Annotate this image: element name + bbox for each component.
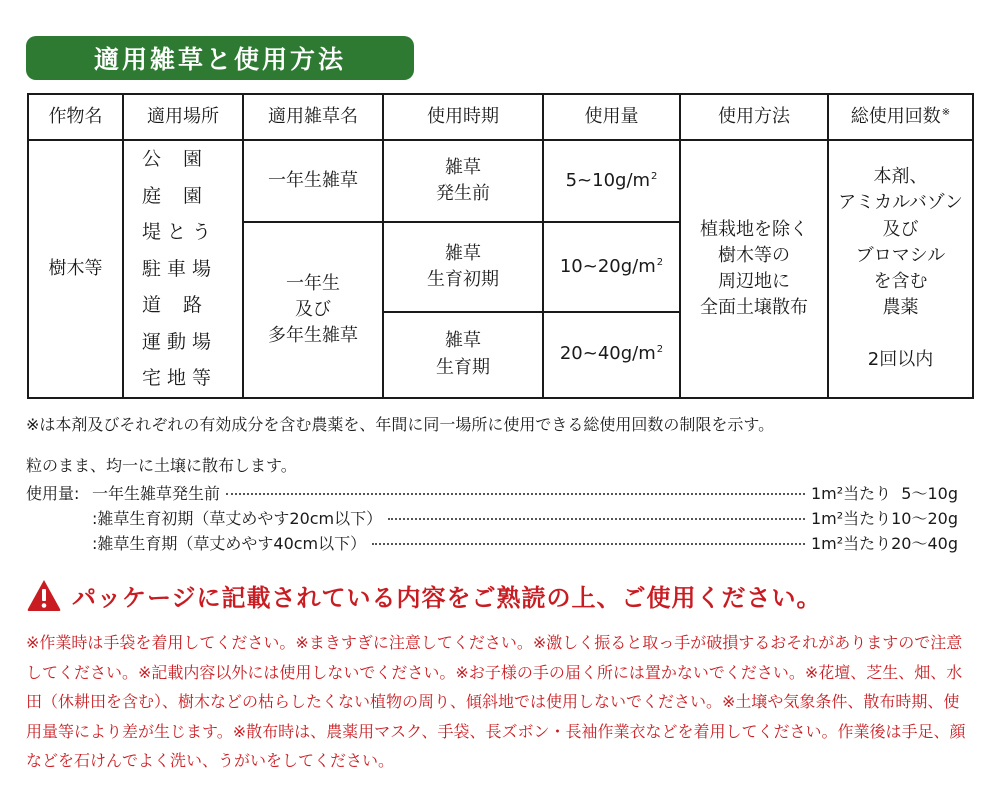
place-item: 堤とう <box>141 221 217 243</box>
leader-dots <box>372 543 805 545</box>
method-cell: 植栽地を除く 樹木等の 周辺地に 全面土壌散布 <box>680 140 828 398</box>
weed-cell: 一年生雑草 <box>243 140 383 222</box>
amount-value: 20~40g/m <box>559 343 656 365</box>
warning-banner <box>26 576 966 614</box>
directions-amount: 1m²当たり20～40g <box>810 534 958 553</box>
col-header-total-uses <box>828 94 973 140</box>
directions-row <box>26 481 958 505</box>
place-item: 宅地等 <box>141 367 217 389</box>
table-row <box>28 140 973 222</box>
warning-triangle-icon <box>26 578 62 612</box>
leader-dots <box>388 518 805 520</box>
col-header-timing: 使用時期 <box>383 94 543 140</box>
amount-unit-sup: 2 <box>656 256 664 268</box>
place-item: 道路 <box>141 294 224 316</box>
table-footnote: ※は本剤及びそれぞれの有効成分を含む農薬を、年間に同一場所に使用できる総使用回数の制限を示す。 <box>26 415 775 434</box>
col-header-crop: 作物名 <box>28 94 123 140</box>
place-list <box>142 141 224 397</box>
section-title: 適用雑草と使用方法 <box>93 45 346 74</box>
usage-table <box>27 93 974 399</box>
col-header-place: 適用場所 <box>123 94 243 140</box>
timing-cell: 雑草 生育期 <box>383 312 543 398</box>
leader-dots <box>226 493 805 495</box>
amount-cell <box>543 312 680 398</box>
place-item: 公園 <box>141 148 224 170</box>
total-uses-cell: 本剤、 アミカルバゾン 及び ブロマシル を含む 農薬 2回以内 <box>828 140 973 398</box>
directions-row <box>26 506 958 530</box>
amount-cell <box>543 140 680 222</box>
directions-amount: 1m²当たり10～20g <box>810 509 958 528</box>
col-header-amount: 使用量 <box>543 94 680 140</box>
directions-label: 使用量: <box>26 484 80 503</box>
directions-intro: 粒のまま、均一に土壌に散布します。 <box>26 456 297 475</box>
table-header-row <box>28 94 973 140</box>
timing-cell: 雑草 生育初期 <box>383 222 543 312</box>
amount-value: 10~20g/m <box>559 255 656 277</box>
directions-condition: 一年生雑草発生前 <box>92 484 221 503</box>
caution-text: ※作業時は手袋を着用してください。※まきすぎに注意してください。※激しく振ると取っ手が破損するおそれがありますので注意してください。※記載内容以外には使用しないでください。※お子様の手の届く所には置かないでください。※花壇、芝生、畑、水田（休耕田を含む）、樹木などの枯らしたくない植物の周り、傾斜地では使用しないでください。※土壌や気象条件、散布時期、使用量等により差が生じます。※散布時は、農薬用マスク、手袋、長ズボン・長袖作業衣などを着用してください。作業後は手足、顔などを石けんでよく洗い、うがいをしてください。 <box>26 633 966 770</box>
place-item: 庭園 <box>141 184 224 207</box>
weed-cell: 一年生 及び 多年生雑草 <box>243 222 383 398</box>
amount-unit-sup: 2 <box>656 344 664 356</box>
place-item: 駐車場 <box>141 257 217 280</box>
directions-condition: :雑草生育期（草丈めやす40cm以下） <box>92 534 367 553</box>
col-header-note-mark: ※ <box>941 106 951 118</box>
directions-row <box>26 531 958 555</box>
directions-amount: 1m²当たり 5～10g <box>810 484 958 503</box>
place-cell <box>123 140 243 398</box>
crop-cell: 樹木等 <box>28 140 123 398</box>
col-header-method: 使用方法 <box>680 94 828 140</box>
amount-unit-sup: 2 <box>651 170 658 182</box>
warning-title: パッケージに記載されている内容をご熟読の上、ご使用ください。 <box>72 583 822 612</box>
col-header-weed: 適用雑草名 <box>243 94 383 140</box>
amount-cell <box>543 222 680 312</box>
section-title-bar <box>26 36 414 80</box>
directions-condition: :雑草生育初期（草丈めやす20cm以下） <box>92 509 383 528</box>
amount-value: 5~10g/m <box>565 169 651 191</box>
timing-cell: 雑草 発生前 <box>383 140 543 222</box>
place-item: 運動場 <box>141 330 217 353</box>
col-header-total-uses-label: 総使用回数 <box>850 105 941 127</box>
